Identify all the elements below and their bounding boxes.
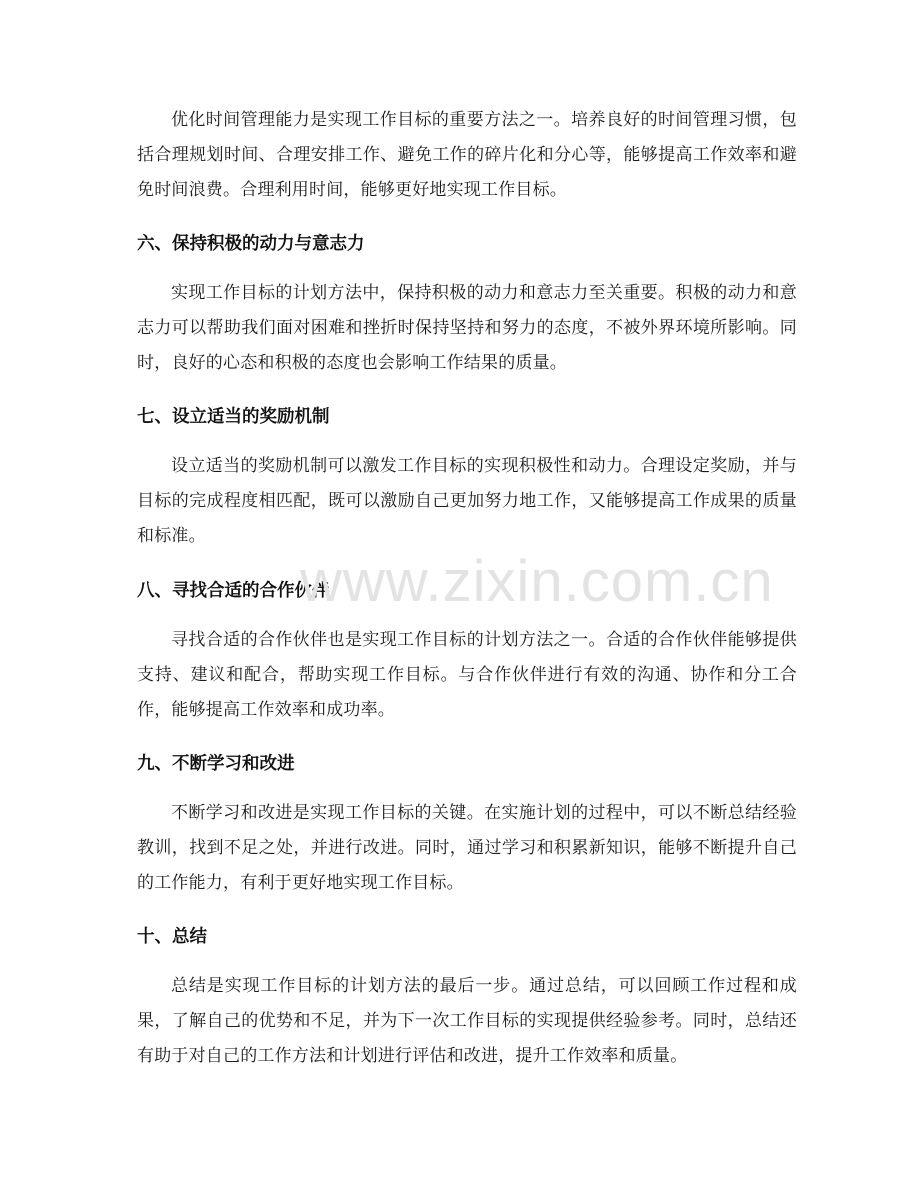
heading-section-7: 七、设立适当的奖励机制	[137, 407, 330, 427]
heading-section-10: 十、总结	[137, 927, 207, 947]
heading-section-8: 八、寻找合适的合作伙伴	[137, 581, 330, 601]
paragraph-section-6: 实现工作目标的计划方法中，保持积极的动力和意志力至关重要。积极的动力和意志力可以帮助我们面对困难和挫折时保持坚持和努力的态度，不被外界环境所影响。同时，良好的心态和积极的态度也会影响工作结果的质量。	[137, 283, 797, 373]
heading-section-9: 九、不断学习和改进	[137, 754, 295, 774]
watermark: www.zixin.com.cn	[300, 549, 774, 614]
paragraph-section-10: 总结是实现工作目标的计划方法的最后一步。通过总结，可以回顾工作过程和成果，了解自己的优势和不足，并为下一次工作目标的实现提供经验参考。同时，总结还有助于对自己的工作方法和计划进行评估和改进，提升工作效率和质量。	[137, 976, 797, 1066]
paragraph-time-management: 优化时间管理能力是实现工作目标的重要方法之一。培养良好的时间管理习惯，包括合理规划时间、合理安排工作、避免工作的碎片化和分心等，能够提高工作效率和避免时间浪费。合理利用时间，能够更好地实现工作目标。	[137, 110, 797, 200]
paragraph-section-7: 设立适当的奖励机制可以激发工作目标的实现积极性和动力。合理设定奖励，并与目标的完成程度相匹配，既可以激励自己更加努力地工作，又能够提高工作成果的质量和标准。	[137, 456, 797, 546]
paragraph-section-8: 寻找合适的合作伙伴也是实现工作目标的计划方法之一。合适的合作伙伴能够提供支持、建议和配合，帮助实现工作目标。与合作伙伴进行有效的沟通、协作和分工合作，能够提高工作效率和成功率。	[137, 630, 797, 720]
paragraph-section-9: 不断学习和改进是实现工作目标的关键。在实施计划的过程中，可以不断总结经验教训，找到不足之处，并进行改进。同时，通过学习和积累新知识，能够不断提升自己的工作能力，有利于更好地实现工作目标。	[137, 803, 797, 893]
heading-section-6: 六、保持积极的动力与意志力	[137, 234, 365, 254]
